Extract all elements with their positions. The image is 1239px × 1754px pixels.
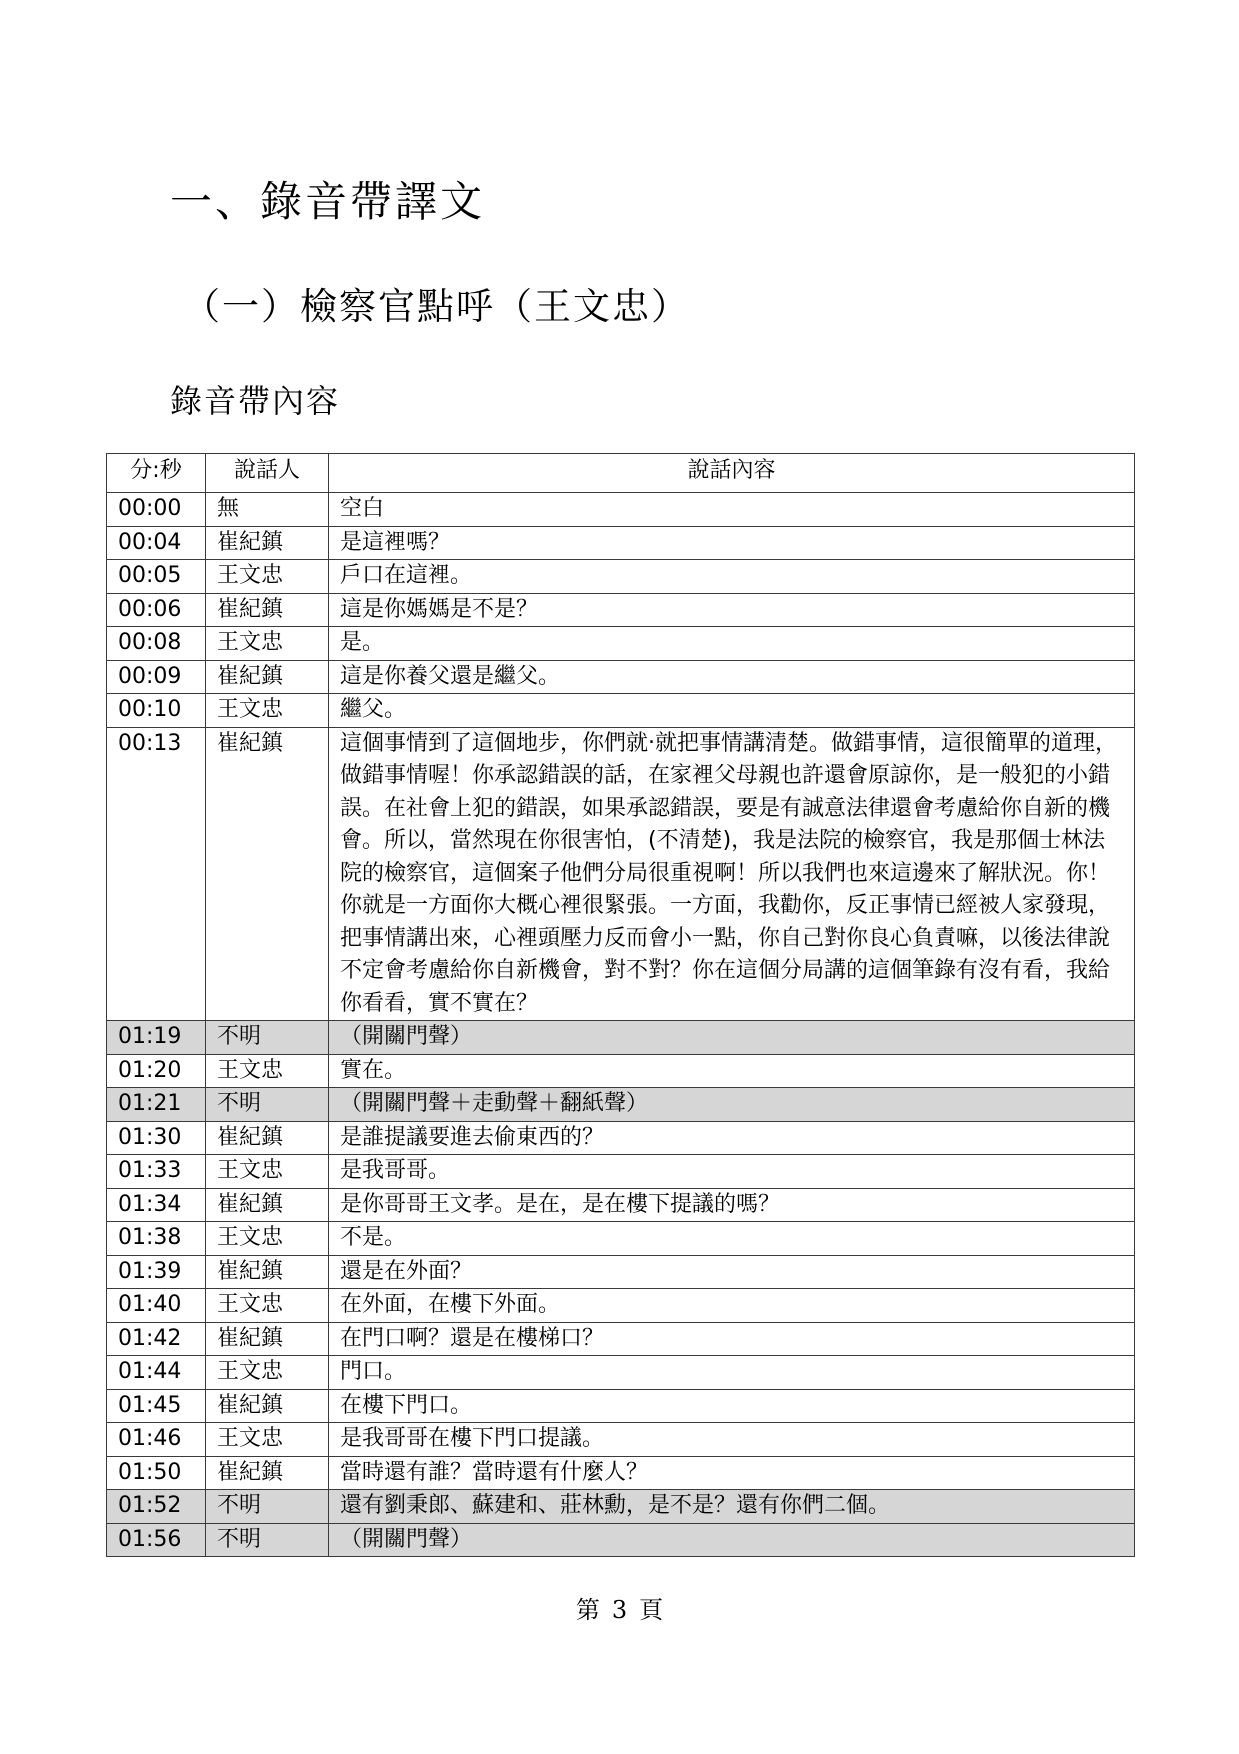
cell-content: （開關門聲） (329, 1021, 1135, 1055)
cell-content: 是你哥哥王文孝。是在，是在樓下提議的嗎？ (329, 1188, 1135, 1222)
table-row (107, 593, 1135, 627)
cell-speaker: 王文忠 (206, 1423, 329, 1457)
table-header-row (107, 454, 1135, 493)
table-row (107, 1255, 1135, 1289)
table-row (107, 1088, 1135, 1122)
table-row (107, 526, 1135, 560)
cell-content: 戶口在這裡。 (329, 560, 1135, 594)
cell-time: 01:21 (107, 1088, 206, 1122)
cell-time: 01:52 (107, 1490, 206, 1524)
column-header-time: 分:秒 (107, 454, 206, 493)
cell-speaker: 無 (206, 493, 329, 527)
cell-content: 是我哥哥。 (329, 1155, 1135, 1189)
cell-time: 01:46 (107, 1423, 206, 1457)
cell-speaker: 崔紀鎮 (206, 526, 329, 560)
cell-time: 01:38 (107, 1222, 206, 1256)
cell-content: 是我哥哥在樓下門口提議。 (329, 1423, 1135, 1457)
cell-time: 00:13 (107, 727, 206, 1021)
heading-main: 一、錄音帶譯文 (170, 177, 486, 226)
table-row (107, 1222, 1135, 1256)
cell-speaker: 王文忠 (206, 694, 329, 728)
cell-time: 00:05 (107, 560, 206, 594)
cell-speaker: 崔紀鎮 (206, 1121, 329, 1155)
cell-time: 00:04 (107, 526, 206, 560)
cell-speaker: 王文忠 (206, 1356, 329, 1390)
cell-time: 01:19 (107, 1021, 206, 1055)
table-row (107, 1322, 1135, 1356)
cell-time: 01:34 (107, 1188, 206, 1222)
cell-time: 01:56 (107, 1523, 206, 1557)
transcript-body (107, 493, 1135, 1557)
cell-speaker: 王文忠 (206, 627, 329, 661)
cell-content: 在樓下門口。 (329, 1389, 1135, 1423)
cell-content: 這是你養父還是繼父。 (329, 660, 1135, 694)
cell-speaker: 不明 (206, 1021, 329, 1055)
cell-time: 01:42 (107, 1322, 206, 1356)
cell-content: 當時還有誰？當時還有什麼人？ (329, 1456, 1135, 1490)
table-row (107, 1456, 1135, 1490)
cell-speaker: 崔紀鎮 (206, 1456, 329, 1490)
cell-time: 00:06 (107, 593, 206, 627)
table-row (107, 1121, 1135, 1155)
cell-content: 是。 (329, 627, 1135, 661)
cell-speaker: 崔紀鎮 (206, 1322, 329, 1356)
cell-speaker: 王文忠 (206, 1054, 329, 1088)
cell-time: 00:00 (107, 493, 206, 527)
table-row (107, 1356, 1135, 1390)
table-row (107, 1021, 1135, 1055)
table-row (107, 1423, 1135, 1457)
table-row (107, 1289, 1135, 1323)
heading-section: 錄音帶內容 (170, 382, 341, 420)
table-row (107, 660, 1135, 694)
table-row (107, 1389, 1135, 1423)
cell-speaker: 崔紀鎮 (206, 727, 329, 1021)
cell-content: 空白 (329, 493, 1135, 527)
cell-content: 實在。 (329, 1054, 1135, 1088)
cell-time: 01:39 (107, 1255, 206, 1289)
page-suffix: 頁 (639, 1596, 664, 1624)
cell-content: 這是你媽媽是不是？ (329, 593, 1135, 627)
cell-time: 00:08 (107, 627, 206, 661)
cell-speaker: 不明 (206, 1088, 329, 1122)
cell-speaker: 不明 (206, 1523, 329, 1557)
cell-content: 在門口啊？還是在樓梯口？ (329, 1322, 1135, 1356)
cell-time: 01:30 (107, 1121, 206, 1155)
cell-content: （開關門聲＋走動聲＋翻紙聲） (329, 1088, 1135, 1122)
cell-content: 繼父。 (329, 694, 1135, 728)
cell-content: 這個事情到了這個地步，你們就‧就把事情講清楚。做錯事情，這很簡單的道理，做錯事情喔！你承認錯誤的話，在家裡父母親也許還會原諒你，是一般犯的小錯誤。在社會上犯的錯誤，如果承認錯誤，要是有誠意法律還會考慮給你自新的機會。所以，當然現在你很害怕，(不清楚)，我是法院的檢察官，我是那個士林法院的檢察官，這個案子他們分局很重視啊！所以我們也來這邊來了解狀況。你！你就是一方面你大概心裡很緊張。一方面，我勸你，反正事情已經被人家發現，把事情講出來，心裡頭壓力反而會小一點，你自己對你良心負責嘛，以後法律說不定會考慮給你自新機會，對不對？你在這個分局講的這個筆錄有沒有看，我給你看看，實不實在？ (329, 727, 1135, 1021)
column-header-speaker: 說話人 (206, 454, 329, 493)
cell-content: 是這裡嗎？ (329, 526, 1135, 560)
cell-speaker: 不明 (206, 1490, 329, 1524)
cell-content: 還是在外面？ (329, 1255, 1135, 1289)
cell-speaker: 崔紀鎮 (206, 593, 329, 627)
table-row (107, 694, 1135, 728)
cell-content: 還有劉秉郎、蘇建和、莊林勳，是不是？還有你們二個。 (329, 1490, 1135, 1524)
cell-content: 是誰提議要進去偷東西的？ (329, 1121, 1135, 1155)
cell-speaker: 崔紀鎮 (206, 660, 329, 694)
cell-time: 01:44 (107, 1356, 206, 1390)
cell-speaker: 崔紀鎮 (206, 1389, 329, 1423)
cell-speaker: 王文忠 (206, 1289, 329, 1323)
column-header-content: 說話內容 (329, 454, 1135, 493)
cell-speaker: 王文忠 (206, 1155, 329, 1189)
table-row (107, 727, 1135, 1021)
cell-content: 門口。 (329, 1356, 1135, 1390)
table-row (107, 1155, 1135, 1189)
cell-time: 01:20 (107, 1054, 206, 1088)
table-row (107, 493, 1135, 527)
table-row (107, 1523, 1135, 1557)
table-row (107, 1490, 1135, 1524)
cell-speaker: 王文忠 (206, 1222, 329, 1256)
heading-sub: （一）檢察官點呼（王文忠） (183, 285, 690, 328)
page-prefix: 第 (575, 1596, 600, 1624)
page-number-footer (0, 1594, 1239, 1626)
page-number: 3 (611, 1596, 628, 1624)
transcript-table (106, 453, 1135, 1557)
cell-speaker: 王文忠 (206, 560, 329, 594)
cell-content: 不是。 (329, 1222, 1135, 1256)
cell-time: 01:33 (107, 1155, 206, 1189)
table-row (107, 560, 1135, 594)
cell-time: 01:45 (107, 1389, 206, 1423)
cell-time: 01:40 (107, 1289, 206, 1323)
table-row (107, 1188, 1135, 1222)
table-row (107, 627, 1135, 661)
cell-speaker: 崔紀鎮 (206, 1255, 329, 1289)
cell-content: （開關門聲） (329, 1523, 1135, 1557)
cell-speaker: 崔紀鎮 (206, 1188, 329, 1222)
cell-content: 在外面，在樓下外面。 (329, 1289, 1135, 1323)
cell-time: 00:09 (107, 660, 206, 694)
cell-time: 00:10 (107, 694, 206, 728)
table-row (107, 1054, 1135, 1088)
cell-time: 01:50 (107, 1456, 206, 1490)
